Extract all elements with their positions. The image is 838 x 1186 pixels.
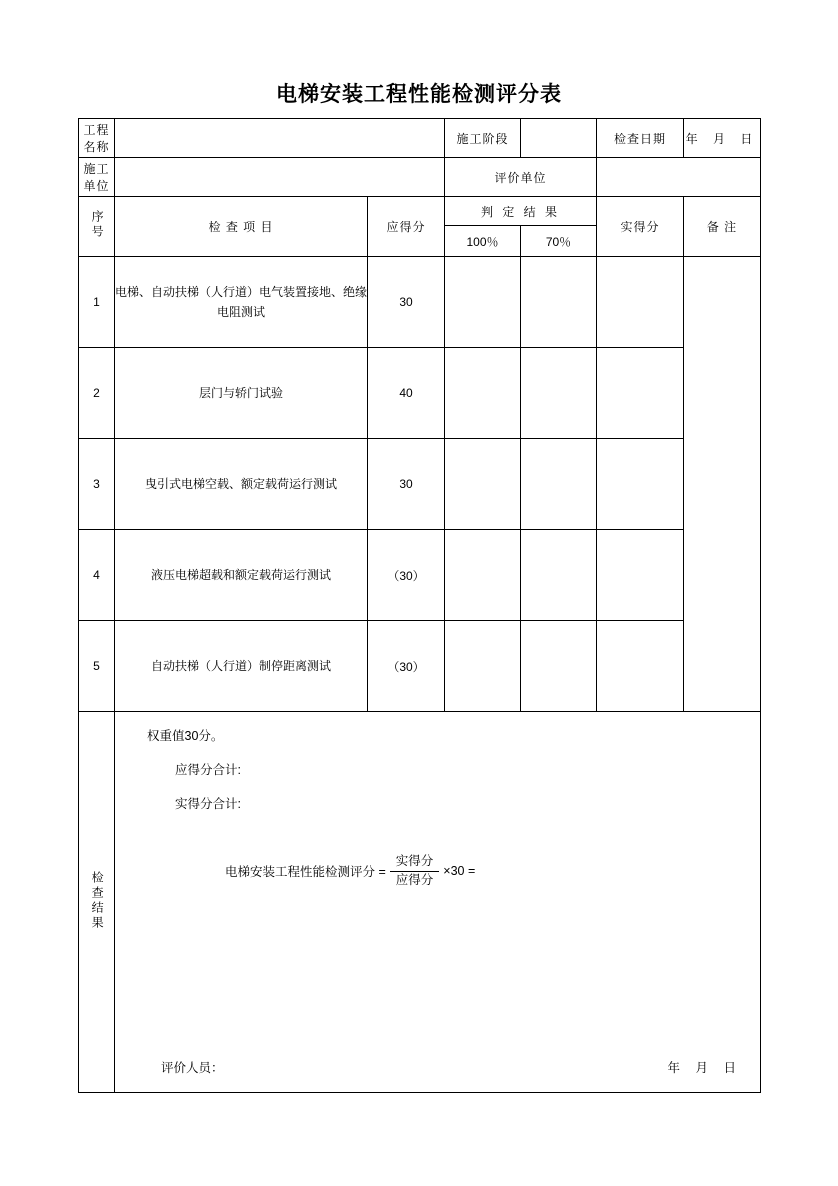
row-judge-70[interactable] (521, 439, 597, 530)
formula-numerator: 实得分 (395, 854, 434, 868)
row-remark[interactable] (684, 257, 761, 712)
project-name-value[interactable] (115, 119, 445, 158)
inspect-date-value[interactable]: 年 月 日 (684, 119, 761, 158)
row-seq: 4 (79, 530, 115, 621)
row-item: 液压电梯超载和额定载荷运行测试 (115, 530, 368, 621)
row-item: 电梯、自动扶梯（人行道）电气装置接地、绝缘电阻测试 (115, 257, 368, 348)
column-header-judge-result: 判 定 结 果 (445, 197, 597, 226)
table-row (79, 257, 761, 348)
row-judge-70[interactable] (521, 348, 597, 439)
row-actual-score[interactable] (597, 257, 684, 348)
column-header-item: 检 查 项 目 (115, 197, 368, 257)
header-row-units (79, 158, 761, 197)
inspect-date-label: 检查日期 (597, 119, 684, 158)
evaluator-label: 评价人员： (161, 1061, 224, 1075)
result-content[interactable] (115, 712, 761, 1093)
formula-tail: ×30 = (443, 864, 476, 879)
row-judge-100[interactable] (445, 439, 521, 530)
column-header-row-1 (79, 197, 761, 226)
stage-value[interactable] (521, 119, 597, 158)
row-item: 曳引式电梯空载、额定载荷运行测试 (115, 439, 368, 530)
row-due-score: （30） (368, 621, 445, 712)
column-header-actual-score: 实得分 (597, 197, 684, 257)
row-judge-100[interactable] (445, 257, 521, 348)
row-actual-score[interactable] (597, 439, 684, 530)
column-header-due-score: 应得分 (368, 197, 445, 257)
row-seq: 1 (79, 257, 115, 348)
construction-unit-value[interactable] (115, 158, 445, 197)
row-judge-70[interactable] (521, 530, 597, 621)
row-seq: 2 (79, 348, 115, 439)
row-actual-score[interactable] (597, 348, 684, 439)
evaluation-unit-value[interactable] (597, 158, 761, 197)
row-judge-70[interactable] (521, 621, 597, 712)
row-due-score: 30 (368, 257, 445, 348)
table-row (79, 439, 761, 530)
stage-label: 施工阶段 (445, 119, 521, 158)
formula-lead: 电梯安装工程性能检测评分 = (225, 865, 386, 880)
scoring-table (78, 118, 761, 1093)
table-row (79, 348, 761, 439)
page-title: 电梯安装工程性能检测评分表 (276, 83, 562, 106)
construction-unit-label: 施工单位 (79, 158, 115, 197)
due-total-label: 应得分合计: (175, 763, 241, 777)
row-due-score: 40 (368, 348, 445, 439)
row-actual-score[interactable] (597, 621, 684, 712)
row-item: 层门与轿门试验 (115, 348, 368, 439)
row-judge-70[interactable] (521, 257, 597, 348)
row-actual-score[interactable] (597, 530, 684, 621)
actual-total-label: 实得分合计: (175, 797, 241, 811)
result-label: 检查结果 (79, 712, 115, 1093)
row-judge-100[interactable] (445, 621, 521, 712)
row-judge-100[interactable] (445, 530, 521, 621)
column-header-judge-70: 70％ (521, 226, 597, 257)
column-header-seq: 序号 (79, 197, 115, 257)
score-formula (225, 854, 475, 888)
row-due-score: 30 (368, 439, 445, 530)
table-row (79, 621, 761, 712)
column-header-judge-100: 100％ (445, 226, 521, 257)
column-header-remark: 备 注 (684, 197, 761, 257)
formula-fraction (390, 854, 440, 888)
result-row (79, 712, 761, 1093)
table-row (79, 530, 761, 621)
header-row-project (79, 119, 761, 158)
evaluation-date[interactable]: 年 月 日 (667, 1061, 742, 1075)
formula-denominator: 应得分 (390, 871, 440, 889)
row-judge-100[interactable] (445, 348, 521, 439)
project-name-label: 工程名称 (79, 119, 115, 158)
row-seq: 5 (79, 621, 115, 712)
row-seq: 3 (79, 439, 115, 530)
evaluation-unit-label: 评价单位 (445, 158, 597, 197)
row-due-score: （30） (368, 530, 445, 621)
row-item: 自动扶梯（人行道）制停距离测试 (115, 621, 368, 712)
weight-note: 权重值30分。 (147, 729, 224, 743)
